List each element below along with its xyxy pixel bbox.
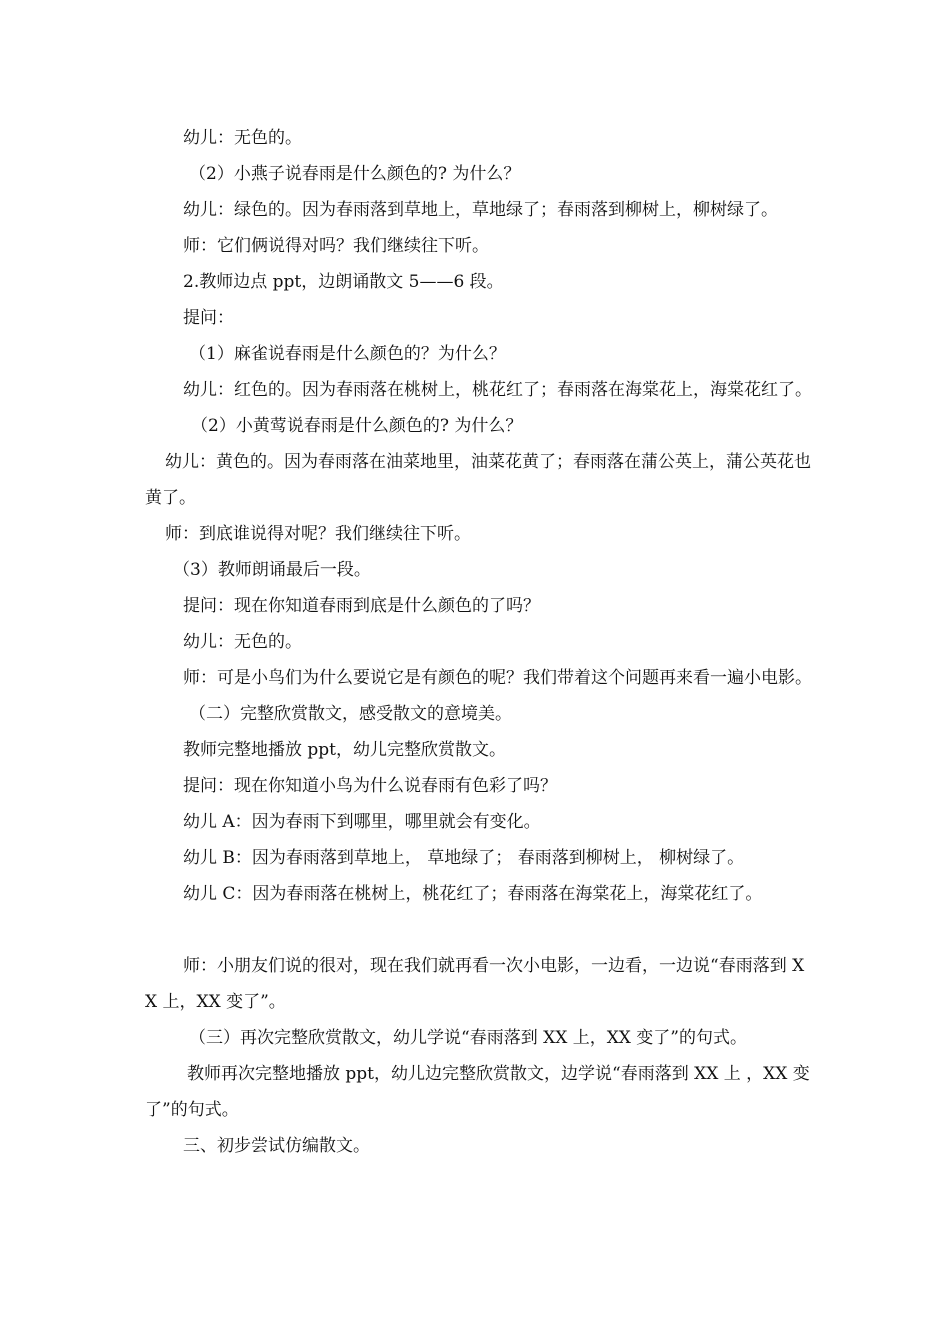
paragraph: 三、初步尝试仿编散文。: [183, 1136, 370, 1156]
paragraph: （3）教师朗诵最后一段。: [173, 560, 371, 580]
paragraph: 教师完整地播放 ppt，幼儿完整欣赏散文。: [183, 740, 506, 760]
paragraph: （三）再次完整欣赏散文，幼儿学说“春雨落到 XX 上，XX 变了”的句式。: [189, 1028, 748, 1048]
paragraph: 师：可是小鸟们为什么要说它是有颜色的呢？我们带着这个问题再来看一遍小电影。: [183, 668, 812, 688]
paragraph: 幼儿：黄色的。因为春雨落在油菜地里，油菜花黄了；春雨落在蒲公英上，蒲公英花也黄了。: [145, 452, 811, 508]
paragraph: 幼儿：绿色的。因为春雨落到草地上，草地绿了；春雨落到柳树上，柳树绿了。: [183, 200, 778, 220]
paragraph: 提问：: [183, 308, 234, 328]
paragraph: （1）麻雀说春雨是什么颜色的？为什么？: [189, 344, 506, 364]
paragraph: （二）完整欣赏散文，感受散文的意境美。: [189, 704, 512, 724]
paragraph: 提问：现在你知道春雨到底是什么颜色的了吗？: [183, 596, 540, 616]
paragraph: （2）小燕子说春雨是什么颜色的? 为什么？: [189, 164, 521, 184]
paragraph: 师：它们俩说得对吗？我们继续往下听。: [183, 236, 489, 256]
paragraph: 幼儿：无色的。: [183, 632, 302, 652]
paragraph: 幼儿：红色的。因为春雨落在桃树上，桃花红了；春雨落在海棠花上，海棠花红了。: [183, 380, 812, 400]
paragraph: 2.教师边点 ppt，边朗诵散文 5——6 段。: [183, 272, 504, 292]
document-body: [145, 120, 813, 1164]
paragraph: 提问：现在你知道小鸟为什么说春雨有色彩了吗？: [183, 776, 557, 796]
paragraph: 师：小朋友们说的很对，现在我们就再看一次小电影，一边看，一边说“春雨落到 XX 上，XX 变了”。: [145, 956, 805, 1012]
paragraph: 幼儿 C：因为春雨落在桃树上，桃花红了；春雨落在海棠花上，海棠花红了。: [183, 884, 763, 904]
paragraph: 幼儿 B：因为春雨落到草地上， 草地绿了； 春雨落到柳树上， 柳树绿了。: [183, 848, 745, 868]
paragraph: （2）小黄莺说春雨是什么颜色的? 为什么？: [191, 416, 523, 436]
paragraph: 幼儿 A：因为春雨下到哪里，哪里就会有变化。: [183, 812, 541, 832]
paragraph: 教师再次完整地播放 ppt，幼儿边完整欣赏散文，边学说“春雨落到 XX 上 ，XX 变了”的句式。: [145, 1064, 810, 1120]
paragraph: 师：到底谁说得对呢？我们继续往下听。: [165, 524, 471, 544]
blank-line: [145, 912, 813, 948]
paragraph: 幼儿：无色的。: [183, 128, 302, 148]
